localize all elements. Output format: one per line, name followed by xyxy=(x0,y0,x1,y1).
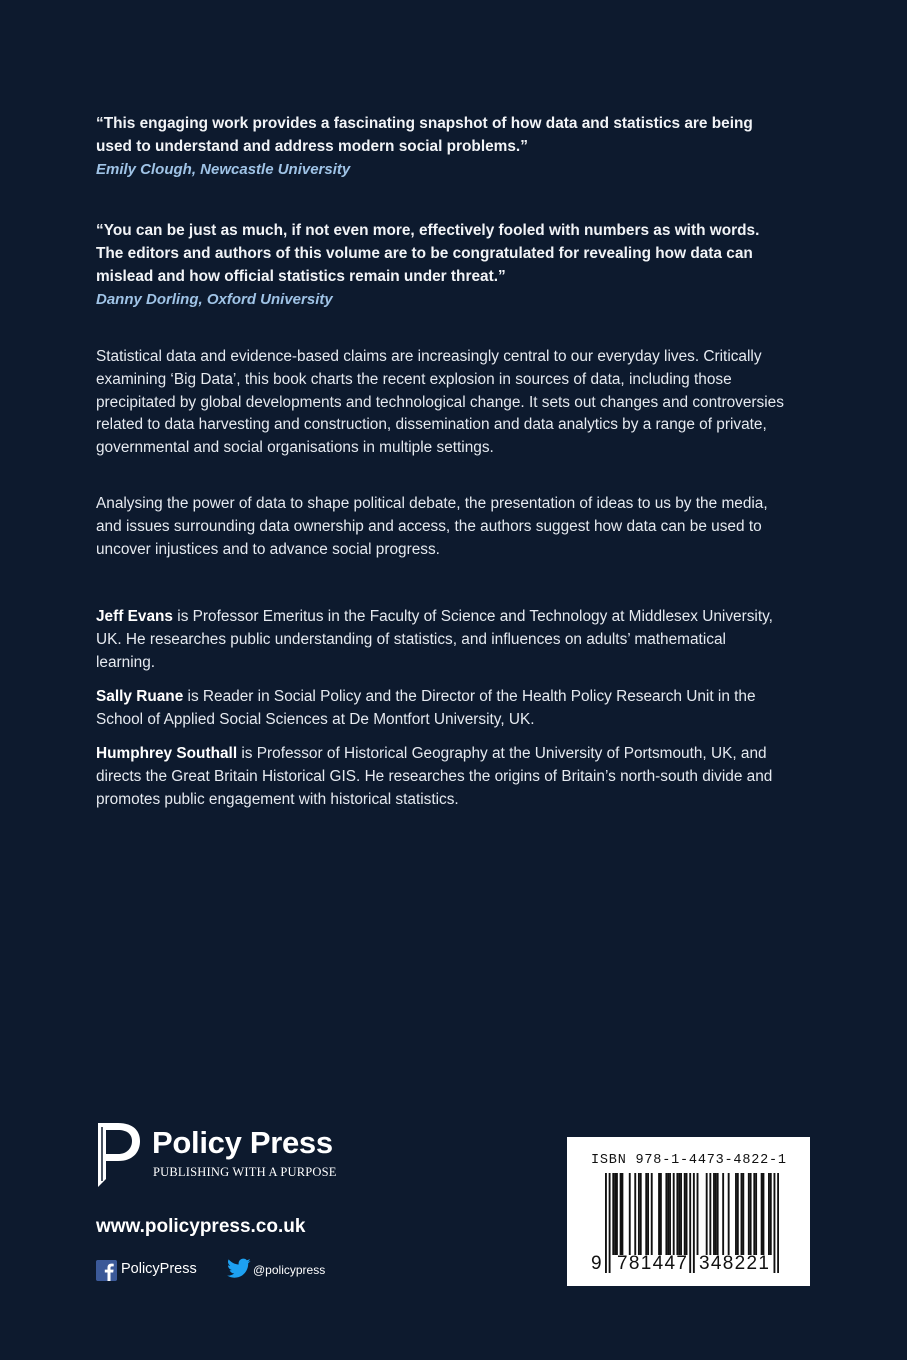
barcode-bar xyxy=(697,1173,699,1255)
bio-text: is Professor Emeritus in the Faculty of Science and Technology at Middlesex University, UK. He researches public understanding of statistics, and influences on adults’ mathematical learning. xyxy=(96,608,773,671)
barcode-bar xyxy=(629,1173,631,1255)
barcode-bar xyxy=(777,1173,779,1273)
barcode-bar xyxy=(609,1173,611,1273)
barcode-bar xyxy=(713,1173,715,1255)
bio-name: Sally Ruane xyxy=(96,688,184,706)
barcode-bar xyxy=(722,1173,724,1255)
barcode-bar xyxy=(715,1173,717,1255)
barcode-bar xyxy=(742,1173,744,1255)
barcode-bar xyxy=(755,1173,757,1255)
facebook-icon[interactable] xyxy=(96,1260,117,1281)
description-paragraph-2: Analysing the power of data to shape political debate, the presentation of ideas to us by the media, and issues surrounding data ownership and access, the authors suggest how data can be used to uncover injustices and to advance social progress. xyxy=(96,494,768,558)
website-link[interactable]: www.policypress.co.uk xyxy=(96,1216,306,1237)
bio-sally-ruane xyxy=(96,686,786,731)
barcode-bar xyxy=(689,1173,691,1273)
twitter-icon[interactable] xyxy=(227,1258,251,1279)
barcode-bar xyxy=(761,1173,763,1255)
isbn-barcode xyxy=(567,1137,810,1286)
barcode-bar xyxy=(680,1173,682,1255)
barcode-bar xyxy=(737,1173,739,1255)
barcode-bar xyxy=(753,1173,755,1255)
barcode-bar xyxy=(728,1173,730,1255)
facebook-handle[interactable]: PolicyPress xyxy=(121,1261,197,1277)
barcode-bar xyxy=(638,1173,640,1255)
barcode-bar xyxy=(605,1173,607,1273)
barcode-bar xyxy=(673,1173,675,1255)
barcode-bar xyxy=(645,1173,647,1255)
barcode-bar xyxy=(616,1173,618,1255)
barcode-bar xyxy=(678,1173,680,1255)
isbn-label: ISBN 978-1-4473-4822-1 xyxy=(591,1153,787,1168)
barcode-bar xyxy=(667,1173,669,1255)
barcode-bar xyxy=(686,1173,688,1255)
barcode-bar xyxy=(620,1173,622,1255)
barcode-bar xyxy=(693,1173,695,1273)
text-column xyxy=(96,112,786,823)
endorsement-attribution-2: Danny Dorling, Oxford University xyxy=(96,291,333,308)
publisher-logo xyxy=(96,1121,396,1191)
social-links xyxy=(96,1258,356,1282)
barcode-bar xyxy=(651,1173,653,1255)
barcode-digit-lead: 9 xyxy=(591,1253,602,1274)
barcode-bar xyxy=(763,1173,765,1255)
barcode-bar xyxy=(750,1173,752,1255)
endorsement-attribution-1: Emily Clough, Newcastle University xyxy=(96,161,351,178)
barcode-bar xyxy=(748,1173,750,1255)
barcode-bar xyxy=(774,1173,776,1273)
bio-humphrey-southall xyxy=(96,743,786,811)
barcode-bar xyxy=(717,1173,719,1255)
barcode-digits-right: 348221 xyxy=(699,1253,771,1274)
barcode-bar xyxy=(647,1173,649,1255)
barcode-bar xyxy=(709,1173,711,1255)
barcode-bar xyxy=(741,1173,743,1255)
bio-text: is Professor of Historical Geography at the University of Portsmouth, UK, and directs the Great Britain Historical GIS. He researches the origins of Britain’s north-south divide and promotes public engagement with historical statistics. xyxy=(96,745,773,808)
publisher-name: Policy Press xyxy=(152,1125,333,1160)
barcode-bar xyxy=(770,1173,772,1255)
barcode-bar xyxy=(676,1173,678,1255)
policy-press-logo-icon xyxy=(96,1121,142,1189)
barcode-bar xyxy=(768,1173,770,1255)
barcode-bar xyxy=(665,1173,667,1255)
barcode-digits-left: 781447 xyxy=(617,1253,689,1274)
barcode-bar xyxy=(614,1173,616,1255)
endorsement-quote-2: “You can be just as much, if not even more, effectively fooled with numbers as with words. The editors and authors of this volume are to be congratulated for revealing how data can mislead and how official statistics remain under threat.” xyxy=(96,222,760,285)
bio-name: Jeff Evans xyxy=(96,608,173,626)
description-paragraph-1: Statistical data and evidence-based claims are increasingly central to our everyday lives. Critically examining ‘Big Data’, this book charts the recent explosion in sources of data, including those precipitated by global developments and technological change. It sets out changes and controversies related to data harvesting and construction, dissemination and data analytics by a range of private, governmental and social organisations in multiple settings. xyxy=(96,348,784,457)
barcode-bar xyxy=(640,1173,642,1255)
endorsement-quote-1: “This engaging work provides a fascinating snapshot of how data and statistics are being used to understand and address modern social problems.” xyxy=(96,115,753,155)
barcode-bar xyxy=(669,1173,671,1255)
twitter-handle[interactable]: @policypress xyxy=(253,1263,326,1277)
barcode-bar xyxy=(658,1173,660,1255)
barcode-bar xyxy=(612,1173,614,1255)
barcode-bar xyxy=(621,1173,623,1255)
barcode-bar xyxy=(634,1173,636,1255)
bio-name: Humphrey Southall xyxy=(96,745,238,763)
publisher-tagline: PUBLISHING WITH A PURPOSE xyxy=(153,1165,337,1179)
bio-text: is Reader in Social Policy and the Director of the Health Policy Research Unit in the School of Applied Social Sciences at De Montfort University, UK. xyxy=(96,688,756,728)
barcode-bar xyxy=(706,1173,708,1255)
barcode-bar xyxy=(660,1173,662,1255)
barcode-bar xyxy=(735,1173,737,1255)
bio-jeff-evans xyxy=(96,606,786,674)
barcode-bar xyxy=(684,1173,686,1255)
